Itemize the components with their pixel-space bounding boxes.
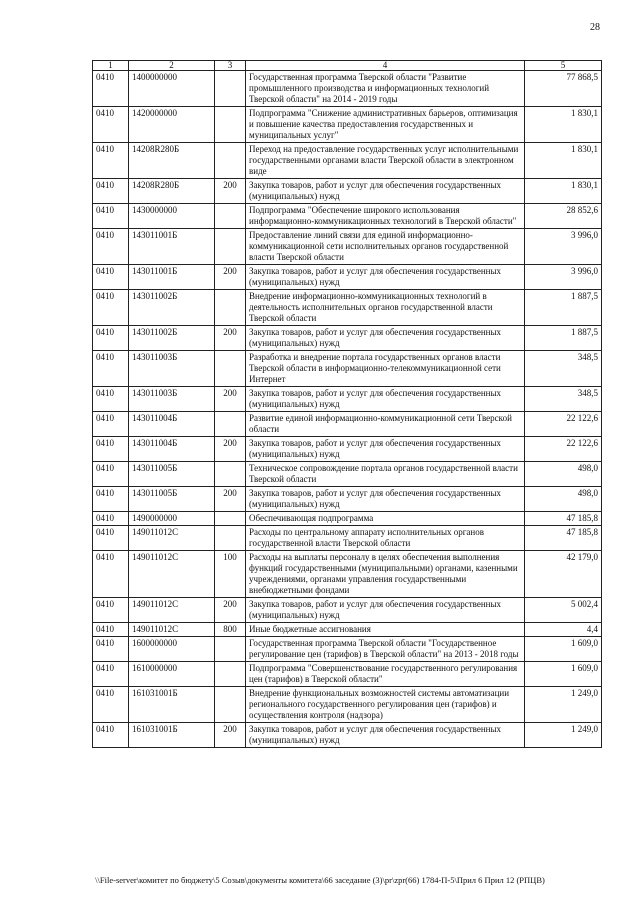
table-row — [93, 143, 602, 179]
amount-cell: 42 179,0 — [525, 551, 602, 598]
section-code-cell: 0410 — [93, 512, 129, 526]
item-name-cell: Подпрограмма "Снижение административных барьеров, оптимизация и повышение качества предоставления государственных и муниципальных услуг" — [246, 107, 525, 143]
table-row — [93, 179, 602, 204]
amount-cell: 1 830,1 — [525, 179, 602, 204]
target-code-cell: 143011004Б — [129, 412, 215, 437]
item-name-cell: Обеспечивающая подпрограмма — [246, 512, 525, 526]
table-row — [93, 637, 602, 662]
expense-type-cell: 200 — [215, 437, 246, 462]
item-name-cell: Закупка товаров, работ и услуг для обеспечения государственных (муниципальных) нужд — [246, 723, 525, 748]
target-code-cell: 143011002Б — [129, 290, 215, 326]
amount-cell: 1 887,5 — [525, 290, 602, 326]
target-code-cell: 149011012С — [129, 526, 215, 551]
amount-cell: 3 996,0 — [525, 265, 602, 290]
section-code-cell: 0410 — [93, 387, 129, 412]
table-row — [93, 526, 602, 551]
amount-cell: 22 122,6 — [525, 437, 602, 462]
amount-cell: 1 830,1 — [525, 143, 602, 179]
section-code-cell: 0410 — [93, 598, 129, 623]
table-row — [93, 326, 602, 351]
header-col-4: 4 — [246, 61, 525, 71]
table-header-row — [93, 61, 602, 71]
expense-type-cell — [215, 143, 246, 179]
section-code-cell: 0410 — [93, 551, 129, 598]
section-code-cell: 0410 — [93, 290, 129, 326]
table-row — [93, 723, 602, 748]
table-row — [93, 204, 602, 229]
target-code-cell: 143011002Б — [129, 326, 215, 351]
section-code-cell: 0410 — [93, 623, 129, 637]
section-code-cell: 0410 — [93, 526, 129, 551]
item-name-cell: Техническое сопровождение портала органов государственной власти Тверской области — [246, 462, 525, 487]
target-code-cell: 1400000000 — [129, 71, 215, 107]
target-code-cell: 1610000000 — [129, 662, 215, 687]
page-number: 28 — [590, 22, 600, 33]
item-name-cell: Закупка товаров, работ и услуг для обеспечения государственных (муниципальных) нужд — [246, 598, 525, 623]
amount-cell: 1 609,0 — [525, 662, 602, 687]
section-code-cell: 0410 — [93, 229, 129, 265]
header-col-5: 5 — [525, 61, 602, 71]
expense-type-cell — [215, 462, 246, 487]
expense-type-cell: 200 — [215, 598, 246, 623]
header-col-3: 3 — [215, 61, 246, 71]
table-row — [93, 107, 602, 143]
target-code-cell: 143011001Б — [129, 229, 215, 265]
amount-cell: 4,4 — [525, 623, 602, 637]
amount-cell: 1 249,0 — [525, 723, 602, 748]
expense-type-cell — [215, 204, 246, 229]
amount-cell: 77 868,5 — [525, 71, 602, 107]
amount-cell: 1 887,5 — [525, 326, 602, 351]
item-name-cell: Подпрограмма "Совершенствование государственного регулирования цен (тарифов) в Тверской области" — [246, 662, 525, 687]
expense-type-cell — [215, 637, 246, 662]
file-path-footer: \\File-server\комитет по бюджету\5 Созыв\документы комитета\66 заседание (3)\pr\zpr(66) 1784-П-5\Прил 6 Прил 12 (РПЦВ) — [95, 875, 545, 885]
item-name-cell: Закупка товаров, работ и услуг для обеспечения государственных (муниципальных) нужд — [246, 387, 525, 412]
target-code-cell: 143011005Б — [129, 487, 215, 512]
table-row — [93, 71, 602, 107]
expense-type-cell: 800 — [215, 623, 246, 637]
table-row — [93, 512, 602, 526]
item-name-cell: Государственная программа Тверской области "Развитие промышленного производства и информационных технологий Тверской области" на 2014 - 2019 годы — [246, 71, 525, 107]
section-code-cell: 0410 — [93, 179, 129, 204]
expense-type-cell — [215, 687, 246, 723]
table-row — [93, 437, 602, 462]
item-name-cell: Закупка товаров, работ и услуг для обеспечения государственных (муниципальных) нужд — [246, 179, 525, 204]
item-name-cell: Закупка товаров, работ и услуг для обеспечения государственных (муниципальных) нужд — [246, 487, 525, 512]
table-row — [93, 387, 602, 412]
table-body — [93, 71, 602, 748]
section-code-cell: 0410 — [93, 351, 129, 387]
item-name-cell: Внедрение информационно-коммуникационных технологий в деятельность исполнительных органов государственной власти Тверской области — [246, 290, 525, 326]
expense-type-cell — [215, 412, 246, 437]
item-name-cell: Закупка товаров, работ и услуг для обеспечения государственных (муниципальных) нужд — [246, 326, 525, 351]
table-row — [93, 229, 602, 265]
expense-type-cell: 200 — [215, 723, 246, 748]
table-row — [93, 290, 602, 326]
item-name-cell: Разработка и внедрение портала государственных органов власти Тверской области в информационно-телекоммуникационной сети Интернет — [246, 351, 525, 387]
item-name-cell: Предоставление линий связи для единой информационно-коммуникационной сети исполнительных органов государственной власти Тверской области — [246, 229, 525, 265]
target-code-cell: 1490000000 — [129, 512, 215, 526]
expense-type-cell — [215, 71, 246, 107]
section-code-cell: 0410 — [93, 487, 129, 512]
amount-cell: 5 002,4 — [525, 598, 602, 623]
amount-cell: 498,0 — [525, 462, 602, 487]
expense-type-cell: 200 — [215, 487, 246, 512]
table-row — [93, 551, 602, 598]
item-name-cell: Закупка товаров, работ и услуг для обеспечения государственных (муниципальных) нужд — [246, 265, 525, 290]
amount-cell: 22 122,6 — [525, 412, 602, 437]
expense-type-cell — [215, 512, 246, 526]
target-code-cell: 149011012С — [129, 598, 215, 623]
target-code-cell: 149011012С — [129, 623, 215, 637]
section-code-cell: 0410 — [93, 462, 129, 487]
amount-cell: 28 852,6 — [525, 204, 602, 229]
amount-cell: 47 185,8 — [525, 512, 602, 526]
target-code-cell: 1430000000 — [129, 204, 215, 229]
item-name-cell: Расходы на выплаты персоналу в целях обеспечения выполнения функций государственными (муниципальными) органами, казенными учреждениями, органами управления государственными внебюджетными фондами — [246, 551, 525, 598]
item-name-cell: Подпрограмма "Обеспечение широкого использования информационно-коммуникационных технологий в Тверской области" — [246, 204, 525, 229]
expense-type-cell: 200 — [215, 179, 246, 204]
item-name-cell: Развитие единой информационно-коммуникационной сети Тверской области — [246, 412, 525, 437]
amount-cell: 1 830,1 — [525, 107, 602, 143]
target-code-cell: 161031001Б — [129, 687, 215, 723]
target-code-cell: 143011001Б — [129, 265, 215, 290]
amount-cell: 1 249,0 — [525, 687, 602, 723]
section-code-cell: 0410 — [93, 107, 129, 143]
expense-type-cell — [215, 526, 246, 551]
section-code-cell: 0410 — [93, 71, 129, 107]
target-code-cell: 143011004Б — [129, 437, 215, 462]
amount-cell: 47 185,8 — [525, 526, 602, 551]
section-code-cell: 0410 — [93, 637, 129, 662]
amount-cell: 3 996,0 — [525, 229, 602, 265]
amount-cell: 348,5 — [525, 387, 602, 412]
table-row — [93, 351, 602, 387]
expense-type-cell: 100 — [215, 551, 246, 598]
target-code-cell: 143011003Б — [129, 387, 215, 412]
item-name-cell: Государственная программа Тверской области "Государственное регулирование цен (тарифов) в Тверской области" на 2013 - 2018 годы — [246, 637, 525, 662]
target-code-cell: 149011012С — [129, 551, 215, 598]
table-row — [93, 687, 602, 723]
expense-type-cell — [215, 662, 246, 687]
table-row — [93, 265, 602, 290]
item-name-cell: Расходы по центральному аппарату исполнительных органов государственной власти Тверской области — [246, 526, 525, 551]
table-row — [93, 412, 602, 437]
amount-cell: 1 609,0 — [525, 637, 602, 662]
target-code-cell: 14208R280Б — [129, 143, 215, 179]
section-code-cell: 0410 — [93, 687, 129, 723]
section-code-cell: 0410 — [93, 412, 129, 437]
table-row — [93, 462, 602, 487]
header-col-1: 1 — [93, 61, 129, 71]
section-code-cell: 0410 — [93, 326, 129, 351]
table-row — [93, 623, 602, 637]
target-code-cell: 1600000000 — [129, 637, 215, 662]
header-col-2: 2 — [129, 61, 215, 71]
item-name-cell: Переход на предоставление государственных услуг исполнительными государственными органами власти Тверской области в электронном виде — [246, 143, 525, 179]
section-code-cell: 0410 — [93, 265, 129, 290]
budget-table — [92, 60, 602, 748]
expense-type-cell: 200 — [215, 326, 246, 351]
expense-type-cell — [215, 229, 246, 265]
table-row — [93, 487, 602, 512]
item-name-cell: Закупка товаров, работ и услуг для обеспечения государственных (муниципальных) нужд — [246, 437, 525, 462]
expense-type-cell — [215, 107, 246, 143]
item-name-cell: Внедрение функциональных возможностей системы автоматизации регионального государственного регулирования цен (тарифов) и осуществления контроля (надзора) — [246, 687, 525, 723]
target-code-cell: 14208R280Б — [129, 179, 215, 204]
section-code-cell: 0410 — [93, 723, 129, 748]
section-code-cell: 0410 — [93, 437, 129, 462]
table-row — [93, 662, 602, 687]
expense-type-cell: 200 — [215, 387, 246, 412]
section-code-cell: 0410 — [93, 143, 129, 179]
amount-cell: 498,0 — [525, 487, 602, 512]
item-name-cell: Иные бюджетные ассигнования — [246, 623, 525, 637]
section-code-cell: 0410 — [93, 204, 129, 229]
amount-cell: 348,5 — [525, 351, 602, 387]
target-code-cell: 1420000000 — [129, 107, 215, 143]
expense-type-cell: 200 — [215, 265, 246, 290]
expense-type-cell — [215, 351, 246, 387]
table-row — [93, 598, 602, 623]
target-code-cell: 161031001Б — [129, 723, 215, 748]
target-code-cell: 143011005Б — [129, 462, 215, 487]
section-code-cell: 0410 — [93, 662, 129, 687]
expense-type-cell — [215, 290, 246, 326]
target-code-cell: 143011003Б — [129, 351, 215, 387]
